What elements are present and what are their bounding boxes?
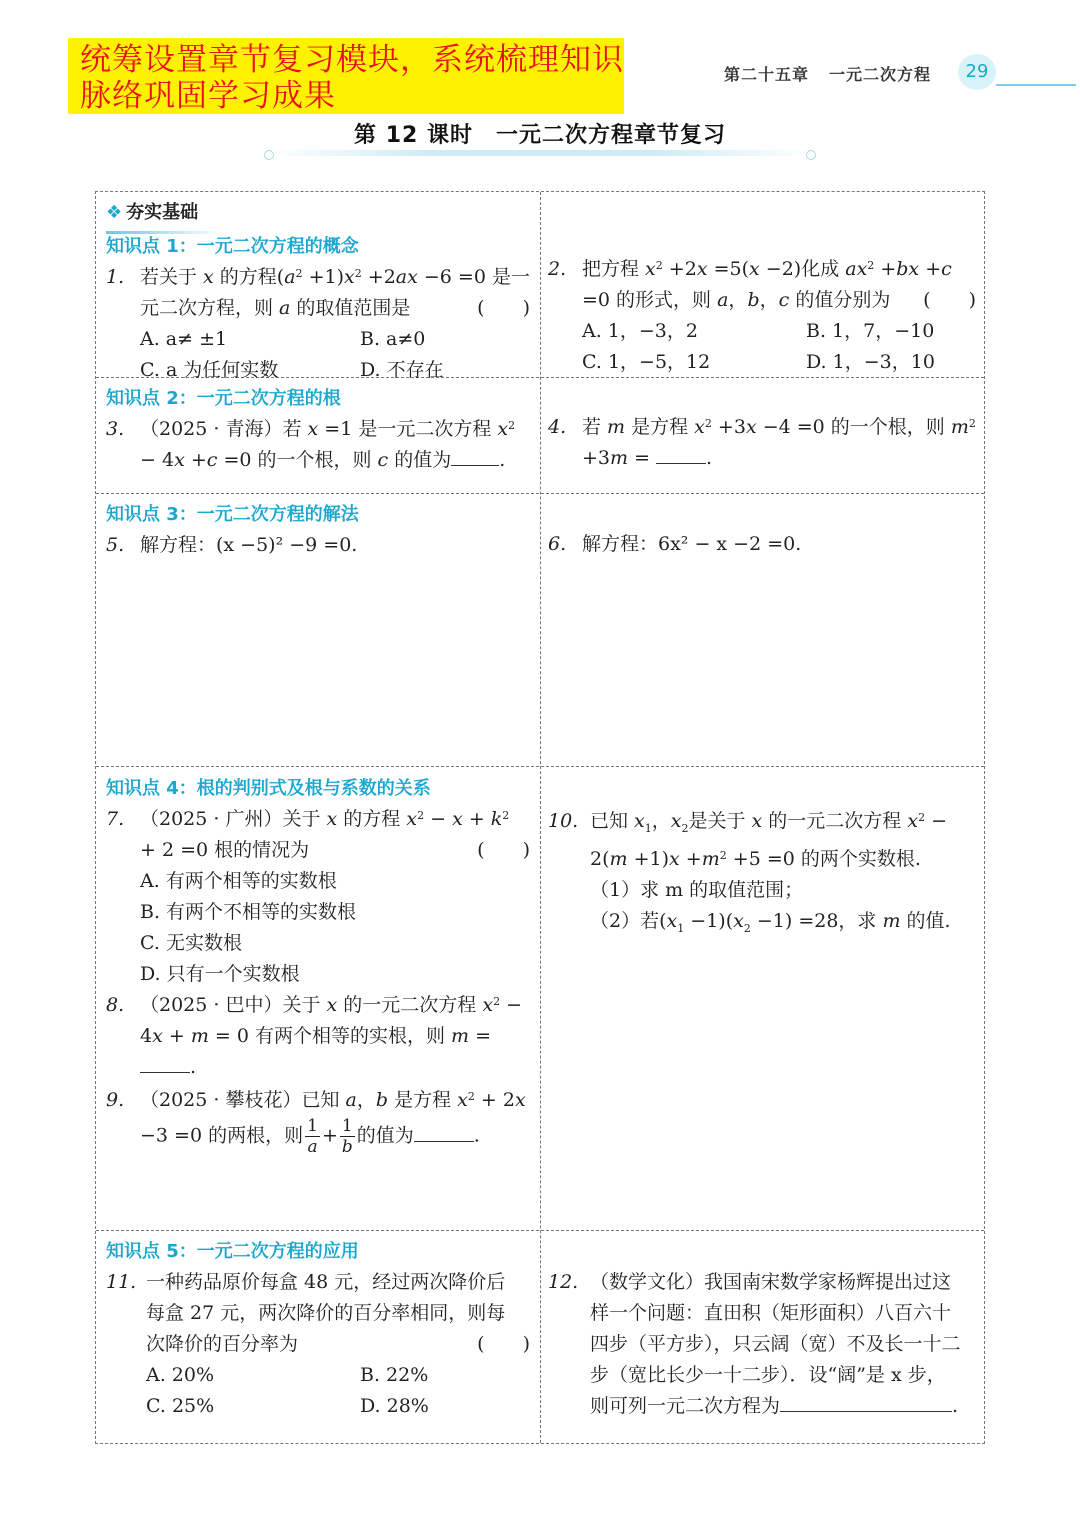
question-10: 10. 已知 $x_1$，$x_2$是关于 x 的一元二次方程 $x^2 - 2(m +1)x +m^2 +5 =0$ 的两个实数根. （1）求 m 的取值范围； （2）若$(x_1 -1)(x_2 -1) =28$，求 m 的值.: [548, 806, 976, 944]
cell-q5: [106, 500, 530, 561]
cell-q6: [548, 529, 976, 560]
rule-dot-left: [264, 150, 274, 160]
cell-q3: [106, 384, 530, 476]
question-text-line: 一种药品原价每盒 48 元，经过两次降价后: [146, 1271, 506, 1293]
option-c: C. 1，−5，12: [582, 351, 711, 373]
knowledge-point-2: 知识点 2：一元二次方程的根: [106, 388, 341, 409]
question-1: 1. 若关于 x 的方程$(a^2 +1)x^2 +2ax -6 =0$ 是一元二次方程，则 a 的取值范围是 ( ) A. a≠ ±1 B. a≠0 C. a 为任何实数 D. 不存在: [106, 262, 530, 386]
option-c: C. a 为任何实数: [140, 359, 279, 381]
question-12: 12. （数学文化）我国南宋数学家杨辉提出过这 样一个问题：直田积（矩形面积）八百六十 四步（平方步），只云阔（宽）不及长一十二 步（宽比长少一十二步）．设“阔”是 x 步， 则可列一元二次方程为 .: [548, 1267, 976, 1422]
knowledge-point-4: 知识点 4：根的判别式及根与系数的关系: [106, 778, 431, 799]
question-number: 3.: [106, 418, 125, 440]
cell-q1: [106, 200, 530, 386]
option-d: D. 1，−3，10: [806, 351, 935, 373]
option-b: B. a≠0: [360, 328, 426, 350]
option-d: D. 28%: [360, 1395, 429, 1417]
question-number: 1.: [106, 266, 125, 288]
question-number: 12.: [548, 1271, 579, 1293]
question-text-line: 四步（平方步），只云阔（宽）不及长一十二: [590, 1333, 961, 1355]
question-number: 4.: [548, 416, 567, 438]
section-heading: ❖ 夯实基础: [106, 200, 530, 226]
knowledge-point-5: 知识点 5：一元二次方程的应用: [106, 1241, 359, 1262]
chapter-title: 一元二次方程: [829, 65, 932, 84]
option-b: B. 有两个不相等的实数根: [140, 901, 357, 923]
question-11: 11. 一种药品原价每盒 48 元，经过两次降价后 每盒 27 元，两次降价的百分率相同，则每 次降价的百分率为 ( ) A. 20% B. 22% C. 25% D. 28%: [106, 1267, 530, 1422]
question-7: 7. （2025 · 广州）关于 x 的方程 $x^2 - x + k^2 + 2 =0$ 根的情况为 ( ) A. 有两个相等的实数根 B. 有两个不相等的实数根 C. 无实数根 D. 只有一个实数根: [106, 804, 530, 990]
question-text: 解方程：6x² − x −2 =0.: [582, 533, 802, 555]
question-number: 11.: [106, 1271, 137, 1293]
question-6: [548, 529, 976, 560]
option-b: B. 1，7，−10: [806, 320, 935, 342]
question-source: （2025 · 攀枝花）: [140, 1089, 302, 1111]
question-number: 8.: [106, 994, 125, 1016]
question-text-line: 步（宽比长少一十二步）．设“阔”是 x 步，: [590, 1364, 946, 1386]
page-number: 29: [958, 54, 996, 90]
question-5: [106, 530, 530, 561]
row-divider: [96, 1230, 984, 1231]
question-number: 5.: [106, 534, 125, 556]
question-text-line: 则可列一元二次方程为: [590, 1395, 781, 1417]
question-9: 9. （2025 · 攀枝花）已知 a，b 是方程 $x^2 + 2x -3 =0$ 的两根，则 $\frac{1}{a}$ + $\frac{1}{b}$ 的值为 .: [106, 1085, 530, 1157]
question-10-part-2: （2）若$(x_1 -1)(x_2 -1) =28$，求 m 的值.: [590, 909, 951, 935]
cell-q11: [106, 1237, 530, 1422]
question-10-part-1: （1）求 m 的取值范围；: [590, 878, 804, 901]
section-underline: [106, 231, 224, 234]
rule-dot-right: [806, 150, 816, 160]
question-4: 4. 若 m 是方程 $x^2 +3x -4 =0$ 的一个根，则 $m^2 +3m$ = .: [548, 412, 976, 474]
lesson-title-rule: [268, 150, 814, 156]
question-text-line: 每盒 27 元，两次降价的百分率相同，则每: [146, 1302, 506, 1324]
knowledge-point-3: 知识点 3：一元二次方程的解法: [106, 504, 359, 525]
question-text-line: （数学文化）我国南宋数学家杨辉提出过这: [590, 1271, 952, 1293]
option-c: C. 25%: [146, 1395, 215, 1417]
question-text-line: 样一个问题：直田积（矩形面积）八百六十: [590, 1302, 952, 1324]
option-c: C. 无实数根: [140, 932, 242, 954]
promo-banner-line1: 统筹设置章节复习模块，系统梳理知识: [80, 42, 624, 78]
cell-q2: [548, 254, 976, 378]
knowledge-point-1: 知识点 1：一元二次方程的概念: [106, 236, 359, 257]
question-2: 2. 把方程 $x^2 +2x =5(x -2)$化成 $ax^2 +bx +c =0$ 的形式，则 a，b，c 的值分别为 ( ) A. 1，−3，2 B. 1，7，−10 C. 1，−5，12 D. 1，−3，10: [548, 254, 976, 378]
option-d: D. 只有一个实数根: [140, 963, 300, 985]
question-source: （2025 · 广州）: [140, 808, 283, 830]
lesson-title: 第 12 课时 一元二次方程章节复习: [354, 123, 726, 148]
question-number: 6.: [548, 533, 567, 555]
running-head: [724, 62, 951, 85]
question-number: 10.: [548, 810, 579, 832]
header-rule: [996, 84, 1076, 86]
chapter-label: 第二十五章: [724, 65, 810, 84]
option-a: A. 1，−3，2: [582, 320, 698, 342]
question-text: 解方程：(x −5)² −9 =0.: [140, 534, 358, 556]
question-number: 7.: [106, 808, 125, 830]
column-divider: [540, 192, 541, 1443]
question-source: （2025 · 巴中）: [140, 994, 283, 1016]
question-number: 2.: [548, 258, 567, 280]
cell-q7-q9: [106, 774, 530, 1157]
question-8: 8. （2025 · 巴中）关于 x 的一元二次方程 $x^2 - 4x + m = 0$ 有两个相等的实根，则 m = .: [106, 990, 530, 1083]
cell-q12: [548, 1267, 976, 1422]
option-a: A. 有两个相等的实数根: [140, 870, 337, 892]
question-text-line: 次降价的百分率为: [146, 1333, 299, 1355]
cell-q10: [548, 806, 976, 944]
promo-banner-line2: 脉络巩固学习成果: [80, 78, 336, 114]
promo-banner: [68, 38, 624, 114]
cell-q4: [548, 412, 976, 474]
option-a: A. 20%: [146, 1364, 215, 1386]
diamond-icon: ❖: [106, 202, 123, 223]
row-divider: [96, 766, 984, 767]
question-number: 9.: [106, 1089, 125, 1111]
option-a: A. a≠ ±1: [140, 328, 228, 350]
row-divider: [96, 493, 984, 494]
option-d: D. 不存在: [360, 359, 444, 381]
question-source: （2025 · 青海）: [140, 418, 283, 440]
exercise-grid: [95, 191, 985, 1444]
option-b: B. 22%: [360, 1364, 429, 1386]
question-3: 3. （2025 · 青海）若 x =1 是一元二次方程 $x^2 - 4x +c =0$ 的一个根，则 c 的值为 .: [106, 414, 530, 476]
